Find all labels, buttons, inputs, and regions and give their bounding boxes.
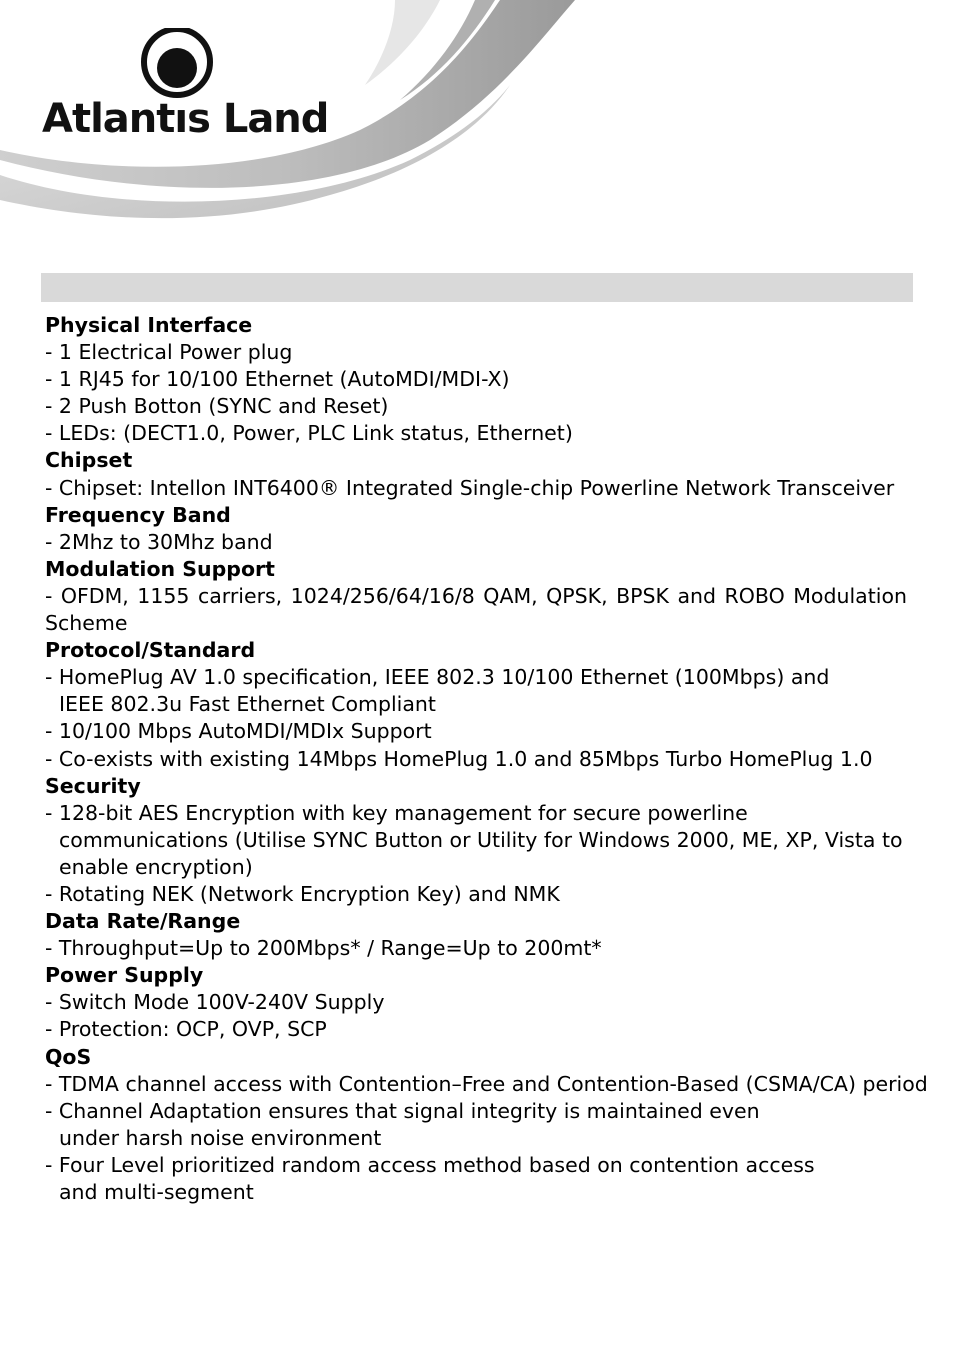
spec-line: - Throughput=Up to 200Mbps* / Range=Up to 200mt* (45, 936, 602, 961)
section-heading: Protocol/Standard (45, 638, 256, 663)
spec-line: - Chipset: Intellon INT6400® Integrated Single-chip Powerline Network Transceiver (45, 475, 895, 500)
section-data-rate-range (45, 908, 907, 962)
spec-line-continued: under harsh noise environment (59, 1125, 382, 1150)
spec-line: - HomePlug AV 1.0 specification, IEEE 802.3 10/100 Ethernet (100Mbps) and (45, 665, 830, 690)
logo-wordmark: Atlantıs Land (42, 96, 329, 142)
spec-line: - Protection: OCP, OVP, SCP (45, 1017, 327, 1042)
section-heading: Modulation Support (45, 556, 275, 581)
spec-line-continued: enable encryption) (59, 854, 253, 879)
section-qos (45, 1044, 928, 1207)
brand-logo (40, 28, 329, 143)
section-heading: QoS (45, 1044, 92, 1069)
spec-line: - OFDM, 1155 carriers, 1024/256/64/16/8 QAM, QPSK, BPSK and ROBO Modulation Scheme (45, 583, 907, 636)
spec-line: - 2 Push Botton (SYNC and Reset) (45, 394, 389, 419)
spec-line: - Switch Mode 100V-240V Supply (45, 990, 385, 1015)
section-security (45, 773, 907, 908)
spec-line: - 10/100 Mbps AutoMDI/MDIx Support (45, 719, 432, 744)
spec-line: - 1 RJ45 for 10/100 Ethernet (AutoMDI/MDI-X) (45, 367, 510, 392)
spec-content (45, 312, 928, 1206)
spec-line-continued: IEEE 802.3u Fast Ethernet Compliant (59, 692, 436, 717)
spec-line: - LEDs: (DECT1.0, Power, PLC Link status, Ethernet) (45, 421, 573, 446)
spec-line: - 2Mhz to 30Mhz band (45, 529, 273, 554)
spec-line: - Four Level prioritized random access method based on contention access (45, 1152, 815, 1177)
spec-line: - 128-bit AES Encryption with key management for secure powerline (45, 800, 748, 825)
section-power-supply (45, 962, 907, 1043)
section-heading: Power Supply (45, 963, 204, 988)
section-modulation-support (45, 556, 907, 637)
spec-line-continued: and multi-segment (59, 1180, 254, 1204)
section-chipset (45, 447, 907, 501)
spec-line-continued: communications (Utilise SYNC Button or Utility for Windows 2000, ME, XP, Vista to (59, 827, 903, 852)
spec-line: - Co-exists with existing 14Mbps HomePlug 1.0 and 85Mbps Turbo HomePlug 1.0 (45, 746, 873, 771)
section-frequency-band (45, 502, 907, 556)
section-heading: Data Rate/Range (45, 909, 241, 934)
spec-line: - Channel Adaptation ensures that signal integrity is maintained even (45, 1098, 760, 1123)
section-protocol-standard (45, 637, 907, 772)
spec-line: - TDMA channel access with Contention–Free and Contention-Based (CSMA/CA) period (45, 1071, 928, 1096)
section-heading: Physical Interface (45, 313, 253, 337)
section-physical-interface (45, 312, 907, 447)
spec-line: - 1 Electrical Power plug (45, 340, 293, 365)
spec-line: - Rotating NEK (Network Encryption Key) and NMK (45, 881, 560, 906)
section-heading: Security (45, 773, 141, 798)
section-title-bar (41, 273, 913, 302)
section-heading: Frequency Band (45, 502, 231, 527)
section-heading: Chipset (45, 448, 133, 473)
